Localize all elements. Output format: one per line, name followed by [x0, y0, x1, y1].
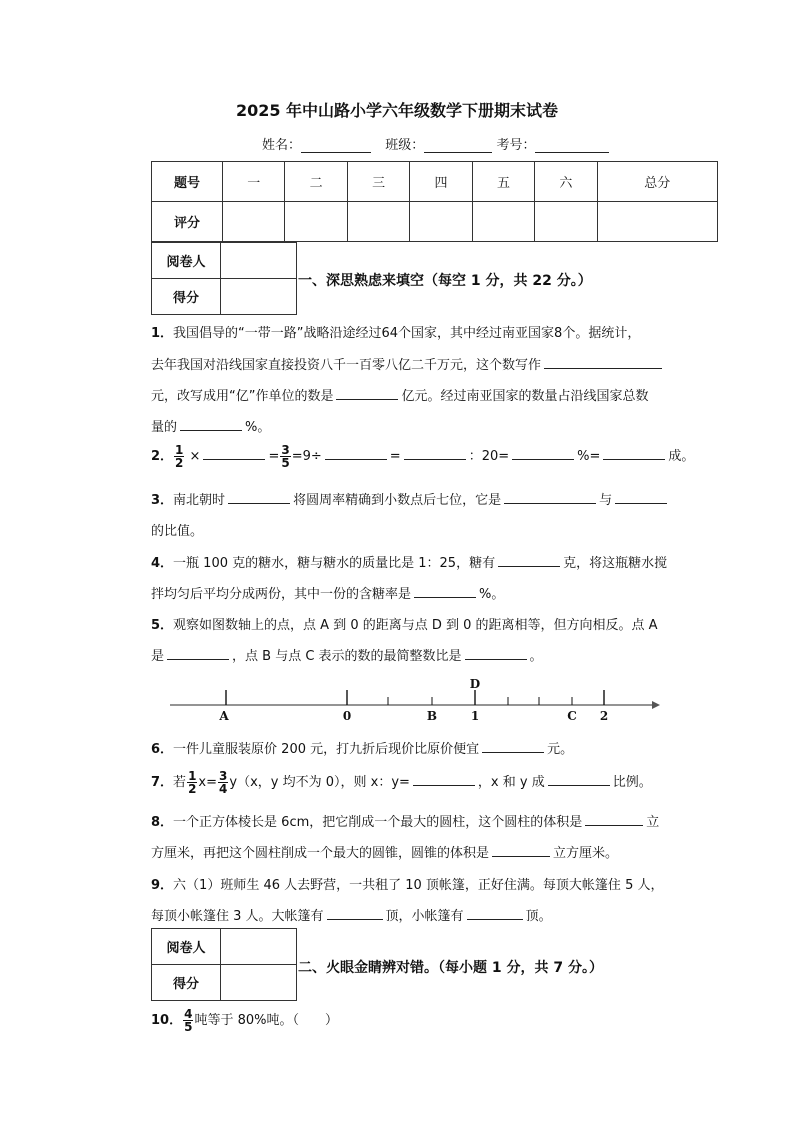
section-1-heading: 一、深思熟虑来填空（每空 1 分，共 22 分。） — [298, 273, 592, 289]
label-d: D — [469, 677, 481, 691]
section-2-heading: 二、火眼金睛辨对错。（每小题 1 分，共 7 分。） — [298, 960, 603, 976]
column-5: 五 — [472, 162, 534, 202]
label-c: C — [567, 709, 577, 723]
question-7-text-4: ，x 和 y 成 — [477, 775, 545, 790]
points-label: 得分 — [152, 965, 221, 1001]
answer-blank[interactable] — [467, 906, 523, 920]
fraction-four-fifths: $\frac{4}{5}$ — [184, 1007, 193, 1034]
points-cell[interactable] — [221, 965, 297, 1001]
column-4: 四 — [410, 162, 472, 202]
question-1-line-2 — [151, 354, 665, 373]
division-text: =9÷ — [291, 449, 322, 464]
question-10-text: 吨等于 80%吨。（ ） — [194, 1013, 338, 1028]
student-info — [262, 134, 609, 153]
score-cell[interactable] — [285, 202, 347, 242]
answer-blank[interactable] — [548, 772, 610, 786]
question-6-text: 一件儿童服装原价 200 元，打九折后现价比原价便宜 — [173, 742, 480, 757]
question-7-text-5: 比例。 — [612, 775, 652, 790]
question-4-line-1 — [151, 552, 667, 571]
question-5-text: 观察如图数轴上的点，点 A 到 0 的距离与点 D 到 0 的距离相等，但方向相反。点 A — [173, 618, 658, 633]
score-cell[interactable] — [535, 202, 597, 242]
name-field[interactable] — [301, 138, 371, 153]
ratio-text: ：20= — [468, 449, 510, 464]
question-7-text: 若 — [173, 775, 187, 790]
exam-number-field[interactable] — [535, 138, 609, 153]
question-4-text-3: 拌均匀后平均分成两份，其中一份的含糖率是 — [151, 587, 412, 602]
question-3-number: 3． — [151, 493, 174, 508]
answer-blank[interactable] — [167, 646, 229, 660]
question-8-number: 8． — [151, 815, 174, 830]
score-table — [151, 161, 718, 242]
question-4-text-2: 克，将这瓶糖水搅 — [563, 556, 668, 571]
answer-blank[interactable] — [203, 446, 265, 460]
question-9-text: 六（1）班师生 46 人去野营，一共租了 10 顶帐篷，正好住满。每顶大帐篷住 5 人， — [173, 878, 664, 893]
answer-blank[interactable] — [482, 739, 544, 753]
equals-sign: = — [389, 449, 401, 464]
cheng-text: 成。 — [668, 449, 695, 464]
question-2-line — [151, 444, 694, 469]
score-cell[interactable] — [223, 202, 285, 242]
times-sign: × — [189, 449, 201, 464]
equals-sign: = — [268, 449, 280, 464]
question-3-text-4: 的比值。 — [151, 524, 204, 539]
reader-cell[interactable] — [221, 929, 297, 965]
column-1: 一 — [223, 162, 285, 202]
question-3-text-2: 将圆周率精确到小数点后七位，它是 — [293, 493, 502, 508]
answer-blank[interactable] — [492, 843, 550, 857]
question-8-text: 一个正方体棱长是 6cm，把它削成一个最大的圆柱，这个圆柱的体积是 — [173, 815, 583, 830]
answer-blank[interactable] — [512, 446, 574, 460]
column-6: 六 — [535, 162, 597, 202]
answer-blank[interactable] — [498, 553, 560, 567]
score-table-header-row — [152, 162, 718, 202]
question-1-text-2: 去年我国对沿线国家直接投资八千一百零八亿二千万元，这个数写作 — [151, 358, 542, 373]
question-9-text-3: 顶，小帐篷有 — [385, 909, 464, 924]
label-b: B — [426, 709, 438, 723]
exam-label: 考号： — [496, 138, 536, 153]
question-1-text-6: %。 — [245, 420, 271, 435]
question-3-text: 南北朝时 — [173, 493, 226, 508]
arrow-icon — [652, 701, 660, 709]
question-2-number: 2． — [151, 449, 174, 464]
score-cell[interactable] — [410, 202, 472, 242]
answer-blank[interactable] — [585, 812, 643, 826]
name-label: 姓名： — [262, 138, 302, 153]
answer-blank[interactable] — [414, 584, 476, 598]
answer-blank[interactable] — [327, 906, 383, 920]
answer-blank[interactable] — [603, 446, 665, 460]
question-4-text-4: %。 — [479, 587, 505, 602]
question-8-text-4: 立方厘米。 — [553, 846, 619, 861]
answer-blank[interactable] — [504, 490, 596, 504]
question-1-number: 1． — [151, 326, 174, 341]
answer-blank[interactable] — [336, 386, 398, 400]
question-7-number: 7． — [151, 775, 174, 790]
question-3-line-2 — [151, 520, 203, 539]
question-number-label: 题号 — [152, 162, 223, 202]
fraction-three-quarters: $\frac{3}{4}$ — [219, 769, 228, 796]
reader-cell[interactable] — [221, 243, 297, 279]
class-field[interactable] — [424, 138, 492, 153]
question-8-line-1 — [151, 811, 659, 830]
question-5-line-1 — [151, 614, 658, 633]
reviewer-box-2 — [151, 928, 297, 1001]
fraction-three-fifths: $\frac{3}{5}$ — [281, 443, 290, 470]
question-3-line-1 — [151, 489, 670, 508]
question-1-text-3: 元，改写成用“亿”作单位的数是 — [151, 389, 334, 404]
question-5-number: 5． — [151, 618, 174, 633]
answer-blank[interactable] — [465, 646, 527, 660]
number-line — [170, 676, 660, 726]
reader-label: 阅卷人 — [152, 243, 221, 279]
question-1-line-3 — [151, 385, 649, 404]
question-6-number: 6． — [151, 742, 174, 757]
answer-blank[interactable] — [413, 772, 475, 786]
fraction-one-half: $\frac{1}{2}$ — [175, 443, 184, 470]
question-7-line — [151, 770, 652, 795]
score-table-score-row — [152, 202, 718, 242]
question-1-line-1 — [151, 322, 640, 341]
question-7-text-3: y（x，y 均不为 0），则 x：y= — [229, 775, 410, 790]
answer-blank[interactable] — [325, 446, 387, 460]
question-3-text-3: 与 — [599, 493, 613, 508]
question-4-line-2 — [151, 583, 504, 602]
question-4-number: 4． — [151, 556, 174, 571]
points-label: 得分 — [152, 279, 221, 315]
reviewer-box-1 — [151, 242, 297, 315]
points-cell[interactable] — [221, 279, 297, 315]
question-4-text: 一瓶 100 克的糖水，糖与糖水的质量比是 1：25，糖有 — [173, 556, 496, 571]
answer-blank[interactable] — [404, 446, 466, 460]
question-8-text-2: 立 — [646, 815, 660, 830]
label-a: A — [219, 709, 229, 723]
question-6-line — [151, 738, 573, 757]
question-7-text-2: x= — [198, 775, 218, 790]
question-9-text-2: 每顶小帐篷住 3 人。大帐篷有 — [151, 909, 324, 924]
question-9-text-4: 顶。 — [525, 909, 552, 924]
column-3: 三 — [347, 162, 409, 202]
label-two: 2 — [599, 709, 609, 723]
score-cell[interactable] — [472, 202, 534, 242]
question-1-text-4: 亿元。经过南亚国家的数量占沿线国家总数 — [401, 389, 649, 404]
score-label: 评分 — [152, 202, 223, 242]
question-9-number: 9． — [151, 878, 174, 893]
answer-blank[interactable] — [228, 490, 290, 504]
score-cell[interactable] — [347, 202, 409, 242]
answer-blank[interactable] — [180, 417, 242, 431]
page-title: 2025 年中山路小学六年级数学下册期末试卷 — [235, 101, 559, 120]
column-total: 总分 — [597, 162, 717, 202]
question-10-line — [151, 1008, 338, 1033]
answer-blank[interactable] — [615, 490, 667, 504]
column-2: 二 — [285, 162, 347, 202]
label-zero: 0 — [342, 709, 352, 723]
question-5-text-4: 。 — [529, 649, 543, 664]
class-label: 班级： — [385, 138, 425, 153]
question-5-line-2 — [151, 645, 543, 664]
question-1-text-5: 量的 — [151, 420, 178, 435]
question-1-line-4 — [151, 416, 270, 435]
score-cell[interactable] — [597, 202, 717, 242]
question-6-text-2: 元。 — [547, 742, 574, 757]
fraction-one-half: $\frac{1}{2}$ — [188, 769, 197, 796]
question-8-text-3: 方厘米，再把这个圆柱削成一个最大的圆锥，圆锥的体积是 — [151, 846, 490, 861]
percent-text: %= — [577, 449, 601, 464]
question-1-text: 我国倡导的“一带一路”战略沿途经过64个国家，其中经过南亚国家8个。据统计， — [173, 326, 641, 341]
answer-blank[interactable] — [544, 355, 662, 369]
question-5-text-2: 是 — [151, 649, 165, 664]
question-9-line-1 — [151, 874, 663, 893]
question-8-line-2 — [151, 842, 618, 861]
question-9-line-2 — [151, 905, 552, 924]
question-10-number: 10． — [151, 1013, 183, 1028]
question-5-text-3: ，点 B 与点 C 表示的数的最简整数比是 — [232, 649, 462, 664]
reader-label: 阅卷人 — [152, 929, 221, 965]
label-one: 1 — [470, 709, 480, 723]
